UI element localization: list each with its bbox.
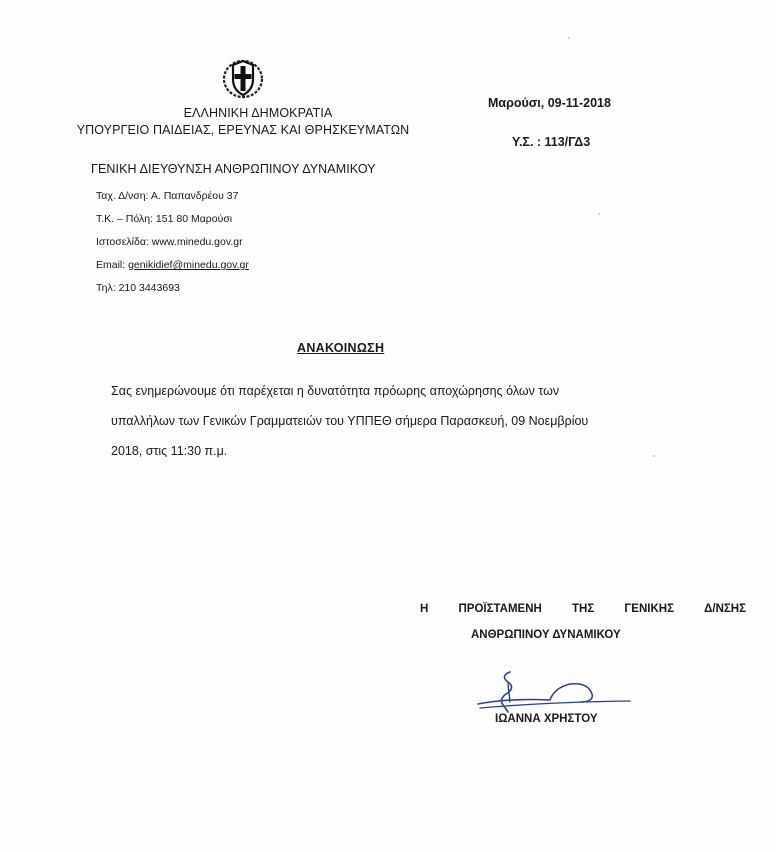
greek-state-emblem-icon [222, 57, 264, 99]
reference-number: Υ.Σ. : 113/ΓΔ3 [512, 135, 591, 149]
announcement-line-3: 2018, στις 11:30 π.μ. [111, 444, 228, 458]
header-ministry: ΥΠΟΥΡΓΕΙΟ ΠΑΙΔΕΙΑΣ, ΕΡΕΥΝΑΣ ΚΑΙ ΘΡΗΣΚΕΥΜΑΤΩΝ [76, 123, 410, 137]
announcement-line-1: Σας ενημερώνουμε ότι παρέχεται η δυνατότητα πρόωρης αποχώρησης όλων των [111, 384, 560, 398]
scan-speck [653, 455, 655, 457]
contact-email-link[interactable]: genikidief@minedu.gov.gr [128, 259, 249, 271]
signatory-role-word: ΠΡΟΪΣΤΑΜΕΝΗ [458, 603, 542, 615]
contact-postal: Τ.Κ. – Πόλη: 151 80 Μαρούσι [96, 213, 233, 225]
contact-email-label: Email: [96, 259, 129, 271]
contact-phone: Τηλ: 210 3443693 [96, 282, 180, 294]
signatory-role-word: Δ/ΝΣΗΣ [704, 603, 746, 615]
signatory-role-line-2: ΑΝΘΡΩΠΙΝΟΥ ΔΥΝΑΜΙΚΟΥ [471, 629, 621, 641]
announcement-title: ΑΝΑΚΟΙΝΩΣΗ [297, 341, 385, 355]
scan-speck [568, 37, 570, 39]
contact-website: Ιστοσελίδα: www.minedu.gov.gr [96, 236, 243, 248]
handwritten-signature [470, 668, 640, 718]
announcement-line-2: υπαλλήλων των Γενικών Γραμματειών του ΥΠΠΕΘ σήμερα Παρασκευή, 09 Νοεμβρίου [111, 414, 589, 428]
header-country: ΕΛΛΗΝΙΚΗ ΔΗΜΟΚΡΑΤΙΑ [183, 106, 333, 120]
signatory-role-word: Η [420, 603, 429, 615]
signatory-role-line-1 [420, 603, 746, 615]
contact-email-line [96, 259, 249, 271]
header-directorate: ΓΕΝΙΚΗ ΔΙΕΥΘΥΝΣΗ ΑΝΘΡΩΠΙΝΟΥ ΔΥΝΑΜΙΚΟΥ [91, 162, 376, 176]
signatory-name: ΙΩΑΝΝΑ ΧΡΗΣΤΟΥ [495, 713, 598, 725]
signatory-role-word: ΤΗΣ [571, 603, 595, 615]
contact-address: Ταχ. Δ/νση: Α. Παπανδρέου 37 [96, 190, 239, 202]
place-date: Μαρούσι, 09-11-2018 [488, 96, 611, 110]
scan-speck [598, 213, 600, 215]
signatory-role-word: ΓΕΝΙΚΗΣ [624, 603, 674, 615]
